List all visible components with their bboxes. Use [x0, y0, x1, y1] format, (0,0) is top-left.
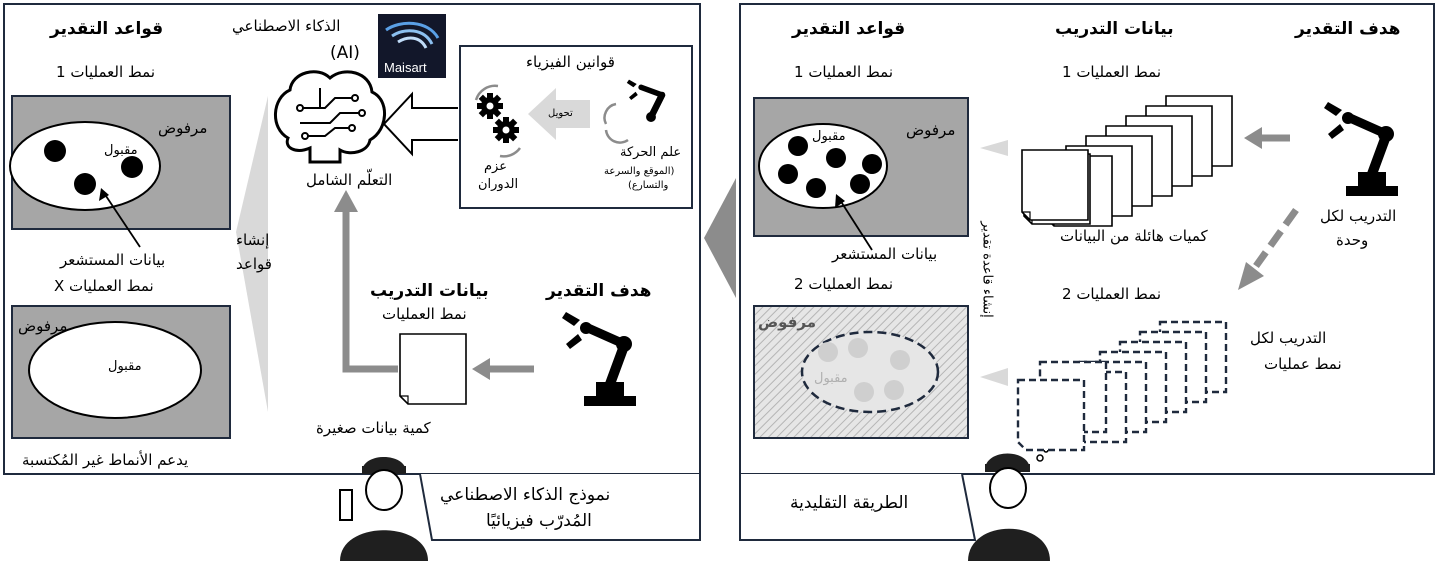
right-col-target-title: هدف التقدير [1295, 19, 1401, 39]
transform-label: تحويل [548, 108, 573, 119]
left-sensor-data: بيانات المستشعر [60, 251, 166, 269]
left-accepted-top: مقبول [104, 143, 138, 158]
maisart-logo-text: Maisart [384, 60, 427, 75]
big-data-label: كميات هائلة من البيانات [1060, 227, 1208, 245]
left-pattern1-label: نمط العمليات 1 [56, 63, 155, 81]
create-rules-line2: قواعد [236, 255, 272, 273]
panel-transition-arrow [704, 178, 736, 298]
data-point [806, 178, 826, 198]
right-accepted2-label: مقبول [814, 371, 848, 386]
gear-icon [493, 117, 519, 143]
right-pattern2-training: نمط العمليات 2 [1062, 285, 1161, 303]
torque-line1: عزم [484, 159, 507, 174]
data-point [788, 136, 808, 156]
left-training-title: بيانات التدريب [370, 281, 489, 301]
train-per-pattern-line2: نمط عمليات [1264, 355, 1342, 373]
data-point [121, 156, 143, 178]
data-point [862, 154, 882, 174]
data-point [74, 173, 96, 195]
create-rules-line1: إنشاء [236, 231, 270, 249]
ai-title: الذكاء الاصطناعي [232, 17, 341, 35]
small-data-doc-icon [400, 334, 466, 404]
right-col-training-title: بيانات التدريب [1055, 19, 1174, 39]
gear-icon [477, 93, 503, 119]
general-learning-label: التعلّم الشامل [306, 171, 393, 189]
train-per-unit-line2: وحدة [1336, 231, 1369, 249]
physics-title: قوانين الفيزياء [526, 53, 615, 71]
right-accepted-label: مقبول [812, 129, 846, 144]
kinematics-detail2: والتسارع) [628, 180, 669, 191]
left-accepted-bottom: مقبول [108, 359, 142, 374]
left-caption-line1: نموذج الذكاء الاصطناعي [440, 485, 611, 505]
kinematics-label: علم الحركة [620, 145, 682, 160]
left-pattern-x: نمط العمليات X [54, 277, 154, 295]
right-pattern2-rules: نمط العمليات 2 [794, 275, 893, 293]
small-data-label: كمية بيانات صغيرة [316, 419, 431, 437]
train-per-unit-line1: التدريب لكل [1320, 207, 1397, 225]
train-per-pattern-line1: التدريب لكل [1250, 329, 1327, 347]
left-target-title: هدف التقدير [546, 281, 652, 301]
right-rejected2-label: مرفوض [758, 313, 817, 331]
data-point [826, 148, 846, 168]
right-col-rules-title: قواعد التقدير [792, 19, 906, 39]
kinematics-detail1: (الموقع والسرعة [604, 166, 675, 177]
left-rejected-top: مرفوض [158, 119, 208, 137]
right-pattern1-rules: نمط العمليات 1 [794, 63, 893, 81]
left-unlearned-support: يدعم الأنماط غير المُكتسبة [22, 451, 189, 469]
torque-line2: الدوران [478, 177, 519, 192]
left-rejected-bottom: مرفوض [18, 317, 68, 335]
create-rules-vertical-label: إنشاء قاعدة تقدير [979, 221, 995, 318]
left-training-pattern: نمط العمليات [382, 305, 467, 323]
data-point [850, 174, 870, 194]
right-rejected-label: مرفوض [906, 121, 956, 139]
right-sensor-data-label: بيانات المستشعر [832, 245, 938, 263]
data-point [778, 164, 798, 184]
right-panel-caption: الطريقة التقليدية [790, 493, 909, 513]
ai-abbr: (AI) [330, 43, 360, 63]
data-point [44, 140, 66, 162]
left-caption-line2: المُدرّب فيزيائيًا [486, 511, 592, 531]
left-rules-title: قواعد التقدير [50, 19, 164, 39]
right-pattern1-training: نمط العمليات 1 [1062, 63, 1161, 81]
